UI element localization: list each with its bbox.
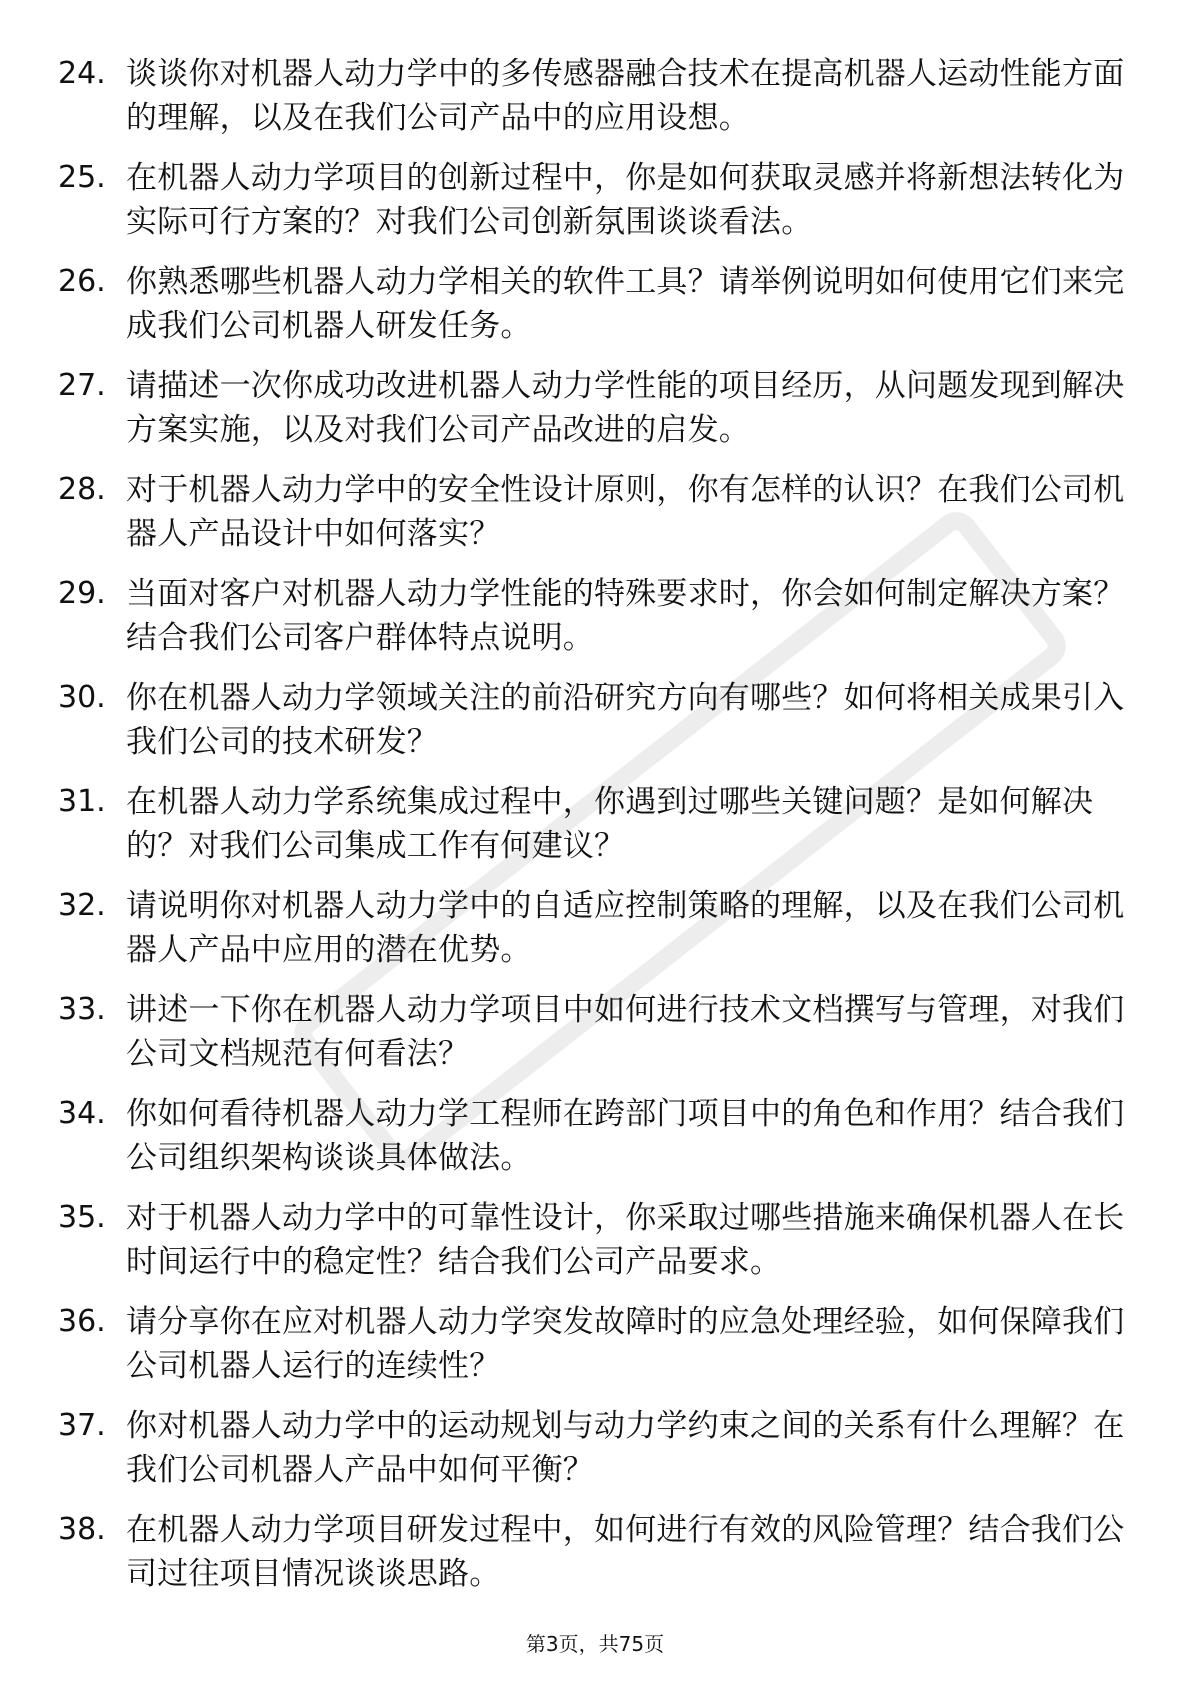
question-number: 25. [58,160,106,195]
question-item [58,260,1128,348]
question-item [58,156,1128,244]
question-number: 36. [58,1304,106,1339]
question-text: 当面对客户对机器人动力学性能的特殊要求时，你会如何制定解决方案？结合我们公司客户群体特点说明。 [126,576,1125,656]
question-text: 讲述一下你在机器人动力学项目中如何进行技术文档撰写与管理，对我们公司文档规范有何看法？ [126,992,1125,1072]
question-item [58,1404,1128,1492]
question-item [58,988,1128,1076]
question-item [58,572,1128,660]
question-text: 谈谈你对机器人动力学中的多传感器融合技术在提高机器人运动性能方面的理解，以及在我们公司产品中的应用设想。 [126,56,1125,136]
question-text: 你在机器人动力学领域关注的前沿研究方向有哪些？如何将相关成果引入我们公司的技术研发？ [126,680,1125,760]
question-number: 31. [58,784,106,819]
question-number: 34. [58,1096,106,1131]
question-item [58,1196,1128,1284]
question-number: 35. [58,1200,106,1235]
question-item [58,780,1128,868]
question-number: 32. [58,888,106,923]
question-item [58,1092,1128,1180]
question-item [58,1300,1128,1388]
question-text: 请分享你在应对机器人动力学突发故障时的应急处理经验，如何保障我们公司机器人运行的连续性？ [126,1304,1125,1384]
question-text: 在机器人动力学项目的创新过程中，你是如何获取灵感并将新想法转化为实际可行方案的？对我们公司创新氛围谈谈看法。 [126,160,1125,240]
question-text: 对于机器人动力学中的可靠性设计，你采取过哪些措施来确保机器人在长时间运行中的稳定性？结合我们公司产品要求。 [126,1200,1125,1280]
question-number: 27. [58,368,106,403]
question-item [58,1508,1128,1596]
question-number: 29. [58,576,106,611]
question-text: 在机器人动力学项目研发过程中，如何进行有效的风险管理？结合我们公司过往项目情况谈谈思路。 [126,1512,1125,1592]
question-text: 在机器人动力学系统集成过程中，你遇到过哪些关键问题？是如何解决的？对我们公司集成工作有何建议？ [126,784,1094,864]
question-number: 37. [58,1408,106,1443]
question-number: 33. [58,992,106,1027]
question-item [58,884,1128,972]
question-number: 24. [58,56,106,91]
question-text: 你对机器人动力学中的运动规划与动力学约束之间的关系有什么理解？在我们公司机器人产品中如何平衡？ [126,1408,1125,1488]
question-number: 30. [58,680,106,715]
page-number-label: 第3页，共75页 [525,1632,665,1656]
question-text: 你如何看待机器人动力学工程师在跨部门项目中的角色和作用？结合我们公司组织架构谈谈具体做法。 [126,1096,1125,1176]
question-item [58,676,1128,764]
question-item [58,364,1128,452]
question-text: 对于机器人动力学中的安全性设计原则，你有怎样的认识？在我们公司机器人产品设计中如何落实？ [126,472,1125,552]
question-item [58,468,1128,556]
question-list [58,52,1128,1612]
question-text: 请说明你对机器人动力学中的自适应控制策略的理解，以及在我们公司机器人产品中应用的潜在优势。 [126,888,1125,968]
question-number: 28. [58,472,106,507]
page-footer [0,1630,1190,1658]
question-number: 26. [58,264,106,299]
question-text: 你熟悉哪些机器人动力学相关的软件工具？请举例说明如何使用它们来完成我们公司机器人研发任务。 [126,264,1125,344]
question-text: 请描述一次你成功改进机器人动力学性能的项目经历，从问题发现到解决方案实施，以及对我们公司产品改进的启发。 [126,368,1125,448]
question-item [58,52,1128,140]
question-number: 38. [58,1512,106,1547]
